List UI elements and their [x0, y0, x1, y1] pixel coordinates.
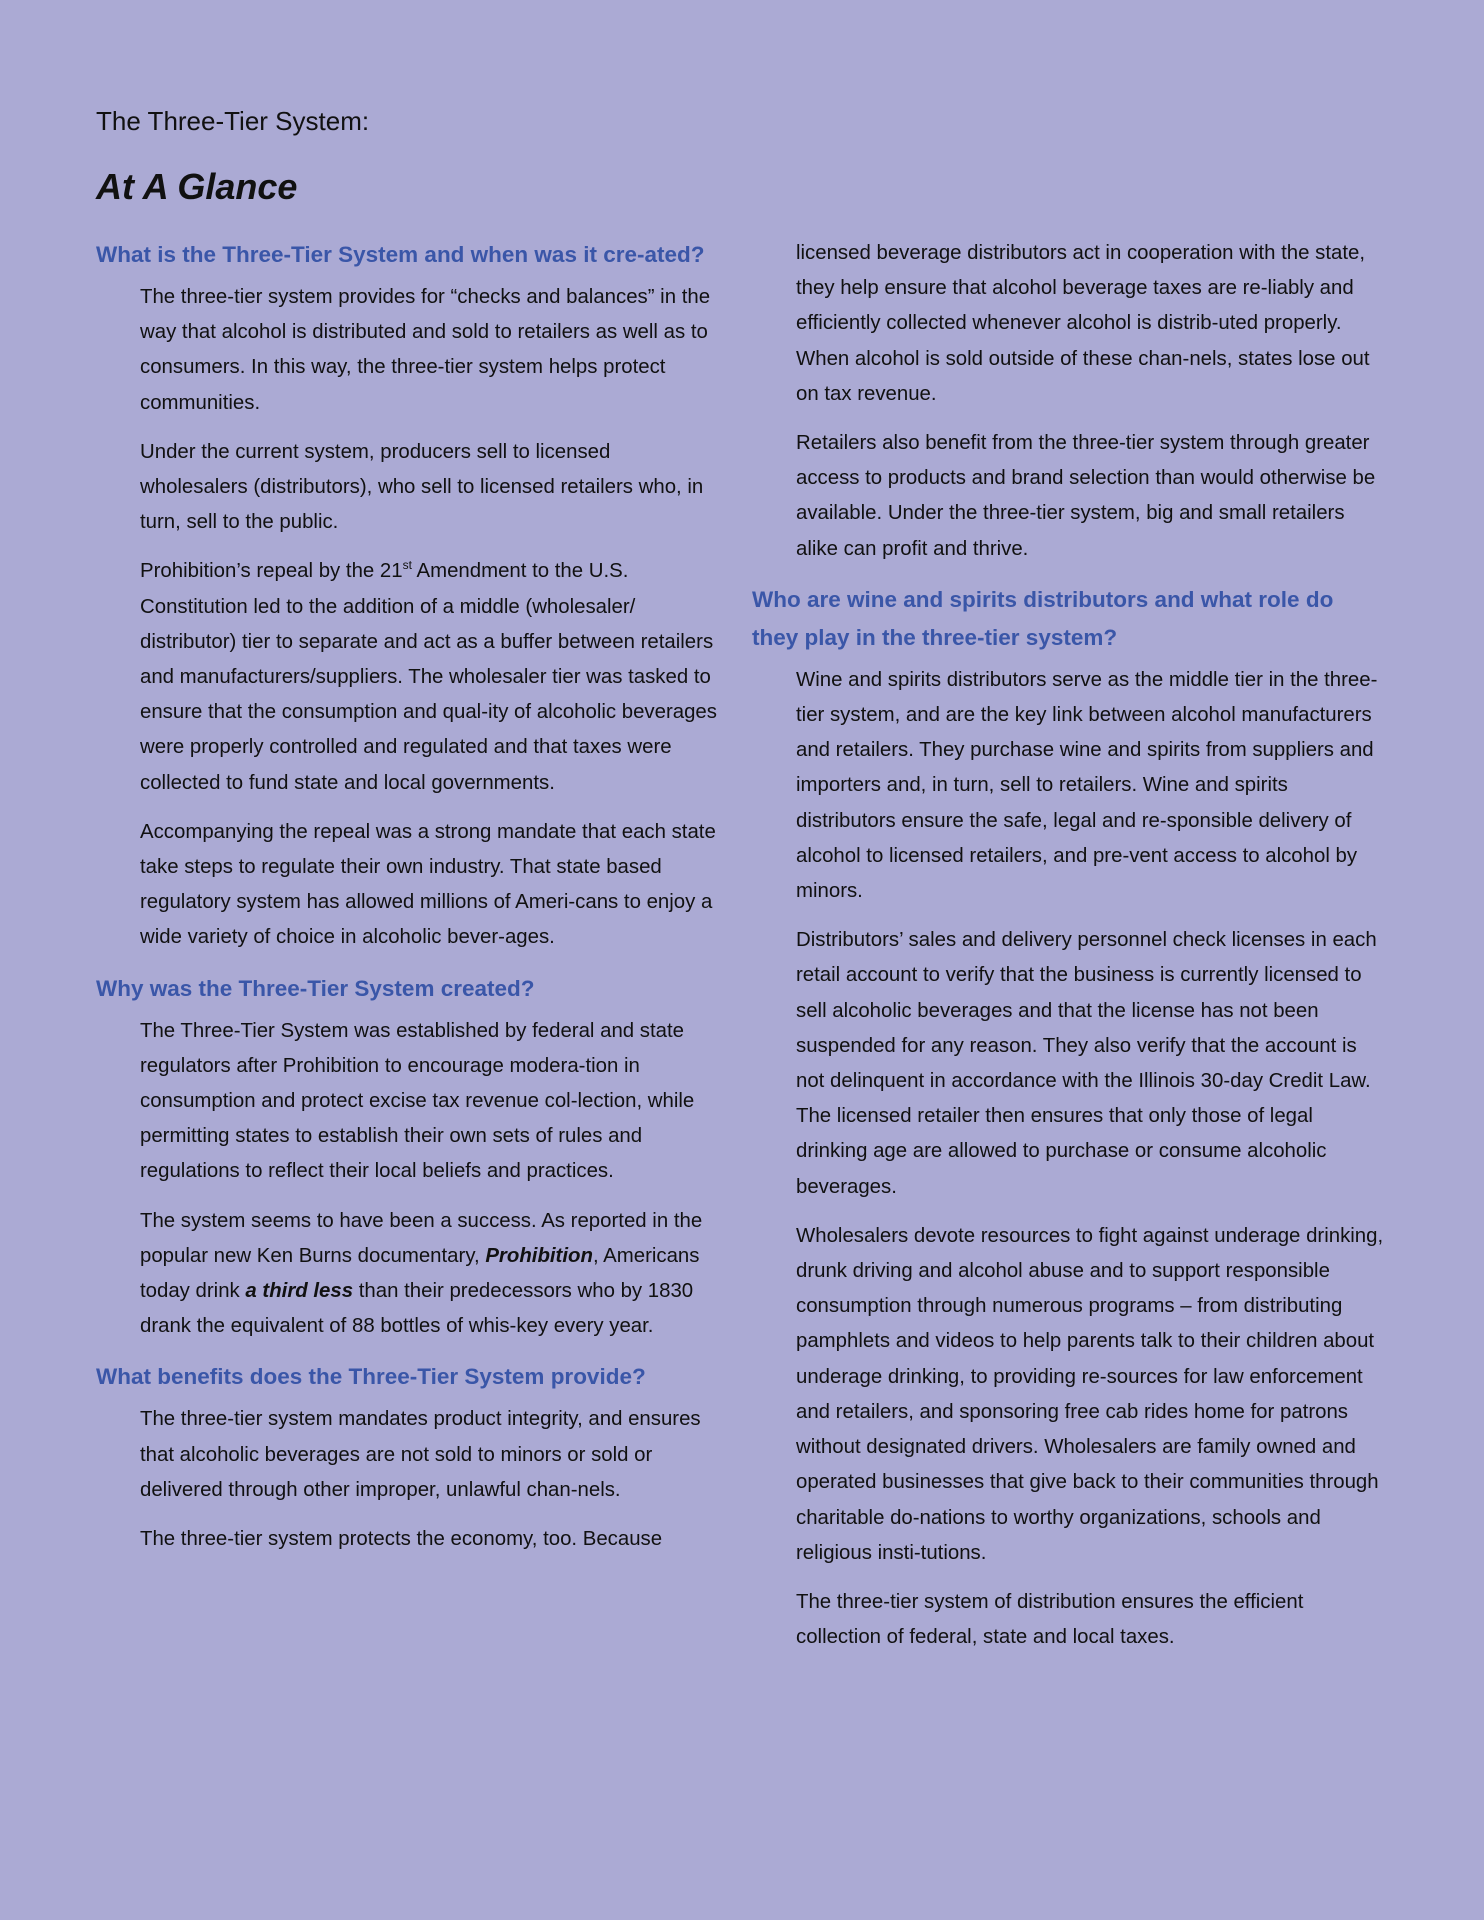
- question-heading-distributors: Who are wine and spirits distributors and what role do they play in the three-tier system?: [752, 586, 1334, 650]
- paragraph-repeal: [140, 554, 720, 800]
- paragraph-success: [140, 1204, 720, 1345]
- question-heading-benefits: What benefits does the Three-Tier System provide?: [96, 1364, 646, 1390]
- right-column: [752, 236, 1384, 1669]
- success-text-b: , Americans today drink: [140, 1244, 700, 1303]
- repeal-superscript: st: [402, 558, 412, 573]
- paragraph-tax-collection: licensed beverage distributors act in cooperation with the state, they help ensure that alcohol beverage taxes are re-liably and efficiently collected whenever alcohol is distrib-uted properly. When alcohol is sold outside of these chan-nels, states lose out on tax revenue.: [796, 242, 1370, 405]
- paragraph-license-checks: Distributors’ sales and delivery personnel check licenses in each retail account to verify that the business is currently licensed to sell alcoholic beverages and that the license has not been suspended for any reason. They also verify that the account is not delinquent in accordance with the Illinois 30-day Credit Law. The licensed retailer then ensures that only those of legal drinking age are allowed to purchase or consume alcoholic beverages.: [796, 929, 1377, 1198]
- question-heading-why: Why was the Three-Tier System created?: [96, 975, 535, 1001]
- paragraph-efficient-collection: The three-tier system of distribution ensures the efficient collection of federal, state and local taxes.: [796, 1590, 1304, 1649]
- left-column: [96, 236, 716, 1571]
- third-less-emphasis: a third less: [245, 1280, 354, 1303]
- document-title: At A Glance: [96, 166, 298, 207]
- document-pretitle: The Three-Tier System:: [96, 106, 370, 136]
- repeal-text-a: Prohibition’s repeal by the 21: [140, 560, 403, 583]
- repeal-text-b: Amendment to the U.S. Constitution led to the addition of a middle (wholesaler/ distributor) tier to separate and act as a buffer between retailers and manufacturers/suppliers. The wholesaler tier was tasked to ensure that the consumption and qual-ity of alcoholic beverages were properly controlled and regulated and that taxes were collected to fund state and local governments.: [140, 560, 717, 794]
- documentary-title: Prohibition: [485, 1244, 593, 1267]
- success-text-c: than their predecessors who by 1830 drank the equivalent of 88 bottles of whis-key every year.: [140, 1280, 694, 1338]
- paragraph-product-integrity: The three-tier system mandates product integrity, and ensures that alcoholic beverages are not sold to minors or sold or delivered through other improper, unlawful chan-nels.: [140, 1408, 701, 1501]
- paragraph-retailers-benefit: Retailers also benefit from the three-tier system through greater access to products and brand selection than would otherwise be available. Under the three-tier system, big and small retailers alike can profit and thrive.: [796, 432, 1376, 560]
- question-heading-what-is: What is the Three-Tier System and when was it cre-ated?: [96, 242, 705, 267]
- paragraph-middle-tier: Wine and spirits distributors serve as the middle tier in the three-tier system, and are the key link between alcohol manufacturers and retailers. They purchase wine and spirits from suppliers and importers and, in turn, sell to retailers. Wine and spirits distributors ensure the safe, legal and re-sponsible delivery of alcohol to licensed retailers, and pre-vent access to alcohol by minors.: [796, 668, 1378, 903]
- paragraph-economy: The three-tier system protects the economy, too. Because: [140, 1528, 663, 1551]
- paragraph-mandate: Accompanying the repeal was a strong mandate that each state take steps to regulate their own industry. That state based regulatory system has allowed millions of Ameri-cans to enjoy a wide variety of choice in alcoholic bever-ages.: [140, 820, 716, 949]
- paragraph-established: The Three-Tier System was established by federal and state regulators after Prohibition to encourage modera-tion in consumption and protect excise tax revenue col-lection, while permitting states to establish their own sets of rules and regulations to reflect their local beliefs and practices.: [140, 1019, 695, 1183]
- paragraph-checks-and-balances: The three-tier system provides for “checks and balances” in the way that alcohol is distributed and sold to retailers as well as to consumers. In this way, the three-tier system helps protect communities.: [140, 286, 711, 414]
- success-text-a: The system seems to have been a success. As reported in the popular new Ken Burns documentary,: [140, 1209, 703, 1267]
- paragraph-wholesalers-devote: Wholesalers devote resources to fight against underage drinking, drunk driving and alcohol abuse and to support responsible consumption through numerous programs – from distributing pamphlets and videos to help parents talk to their children about underage drinking, to providing re-sources for law enforcement and retailers, and sponsoring free cab rides home for patrons without designated drivers. Wholesalers are family owned and operated businesses that give back to their communities through charitable do-nations to worthy organizations, schools and religious insti-tutions.: [796, 1224, 1384, 1564]
- paragraph-current-system: Under the current system, producers sell to licensed wholesalers (distributors), who sell to licensed retailers who, in turn, sell to the public.: [140, 440, 704, 534]
